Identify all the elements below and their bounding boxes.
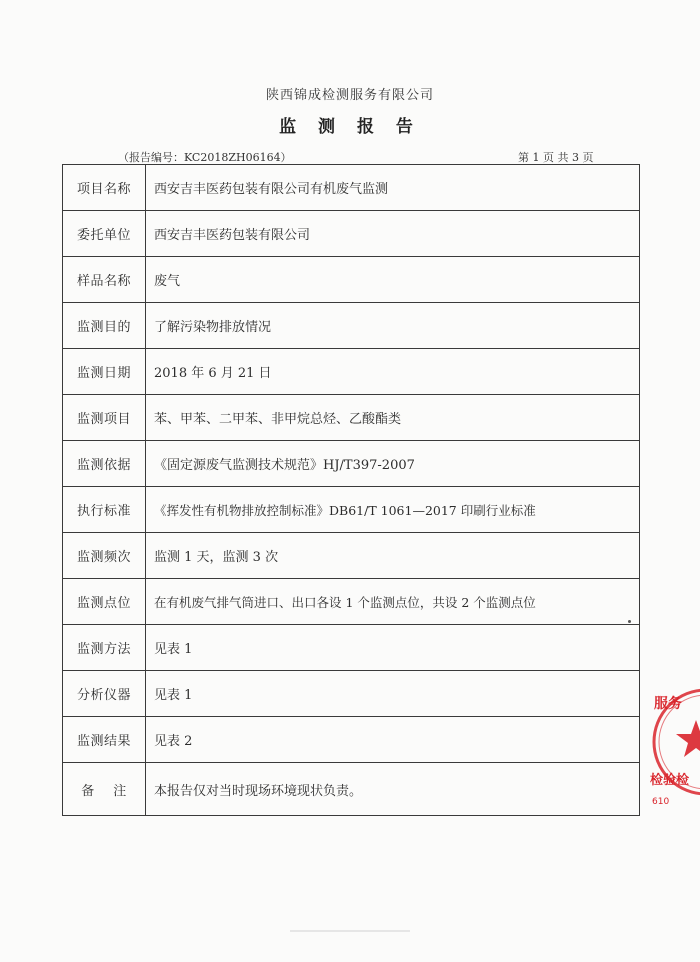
scan-artifact (290, 930, 410, 932)
row-label: 监测方法 (63, 625, 146, 671)
row-label: 监测结果 (63, 717, 146, 763)
stamp-text-top: 服务 (654, 696, 682, 712)
table-row (63, 395, 640, 441)
row-value: 了解污染物排放情况 (146, 303, 640, 349)
stamp-text-bottom: 检验检 (650, 773, 690, 788)
row-label: 监测项目 (63, 395, 146, 441)
table-row (63, 165, 640, 211)
report-title: 监 测 报 告 (279, 117, 421, 137)
table-row (63, 625, 640, 671)
row-value: 苯、甲苯、二甲苯、非甲烷总烃、乙酸酯类 (146, 395, 640, 441)
row-value: 《固定源废气监测技术规范》HJ/T397-2007 (146, 441, 640, 487)
row-label: 监测依据 (63, 441, 146, 487)
row-value: 在有机废气排气筒进口、出口各设 1 个监测点位，共设 2 个监测点位 (146, 579, 640, 625)
table-row (63, 487, 640, 533)
row-label: 分析仪器 (63, 671, 146, 717)
speck-mark (628, 620, 631, 623)
row-value: 《挥发性有机物排放控制标准》DB61/T 1061—2017 印刷行业标准 (146, 487, 640, 533)
row-label: 样品名称 (63, 257, 146, 303)
table-row (63, 579, 640, 625)
row-value: 见表 1 (146, 625, 640, 671)
row-value: 见表 2 (146, 717, 640, 763)
row-value: 见表 1 (146, 671, 640, 717)
company-seal-stamp (646, 680, 700, 810)
row-label: 备 注 (63, 763, 146, 816)
table-row (63, 211, 640, 257)
row-label: 监测目的 (63, 303, 146, 349)
row-value: 2018 年 6 月 21 日 (146, 349, 640, 395)
row-label: 监测点位 (63, 579, 146, 625)
table-row (63, 533, 640, 579)
table-row (63, 303, 640, 349)
row-value: 废气 (146, 257, 640, 303)
stamp-code: 610 (652, 797, 670, 807)
report-number: （报告编号：KC2018ZH06164） (118, 151, 292, 164)
row-value: 西安吉丰医药包装有限公司 (146, 211, 640, 257)
row-value: 西安吉丰医药包装有限公司有机废气监测 (146, 165, 640, 211)
table-row (63, 349, 640, 395)
table-row (63, 763, 640, 816)
page-indicator: 第 1 页 共 3 页 (518, 151, 594, 164)
table-row (63, 671, 640, 717)
table-row (63, 717, 640, 763)
row-label: 执行标准 (63, 487, 146, 533)
row-value: 监测 1 天，监测 3 次 (146, 533, 640, 579)
star-icon (676, 720, 700, 757)
row-label: 委托单位 (63, 211, 146, 257)
report-info-table (62, 164, 640, 816)
row-label: 监测日期 (63, 349, 146, 395)
company-name: 陕西锦成检测服务有限公司 (265, 88, 434, 103)
row-label: 监测频次 (63, 533, 146, 579)
table-row (63, 441, 640, 487)
table-row (63, 257, 640, 303)
row-label: 项目名称 (63, 165, 146, 211)
row-value: 本报告仅对当时现场环境现状负责。 (146, 763, 640, 816)
